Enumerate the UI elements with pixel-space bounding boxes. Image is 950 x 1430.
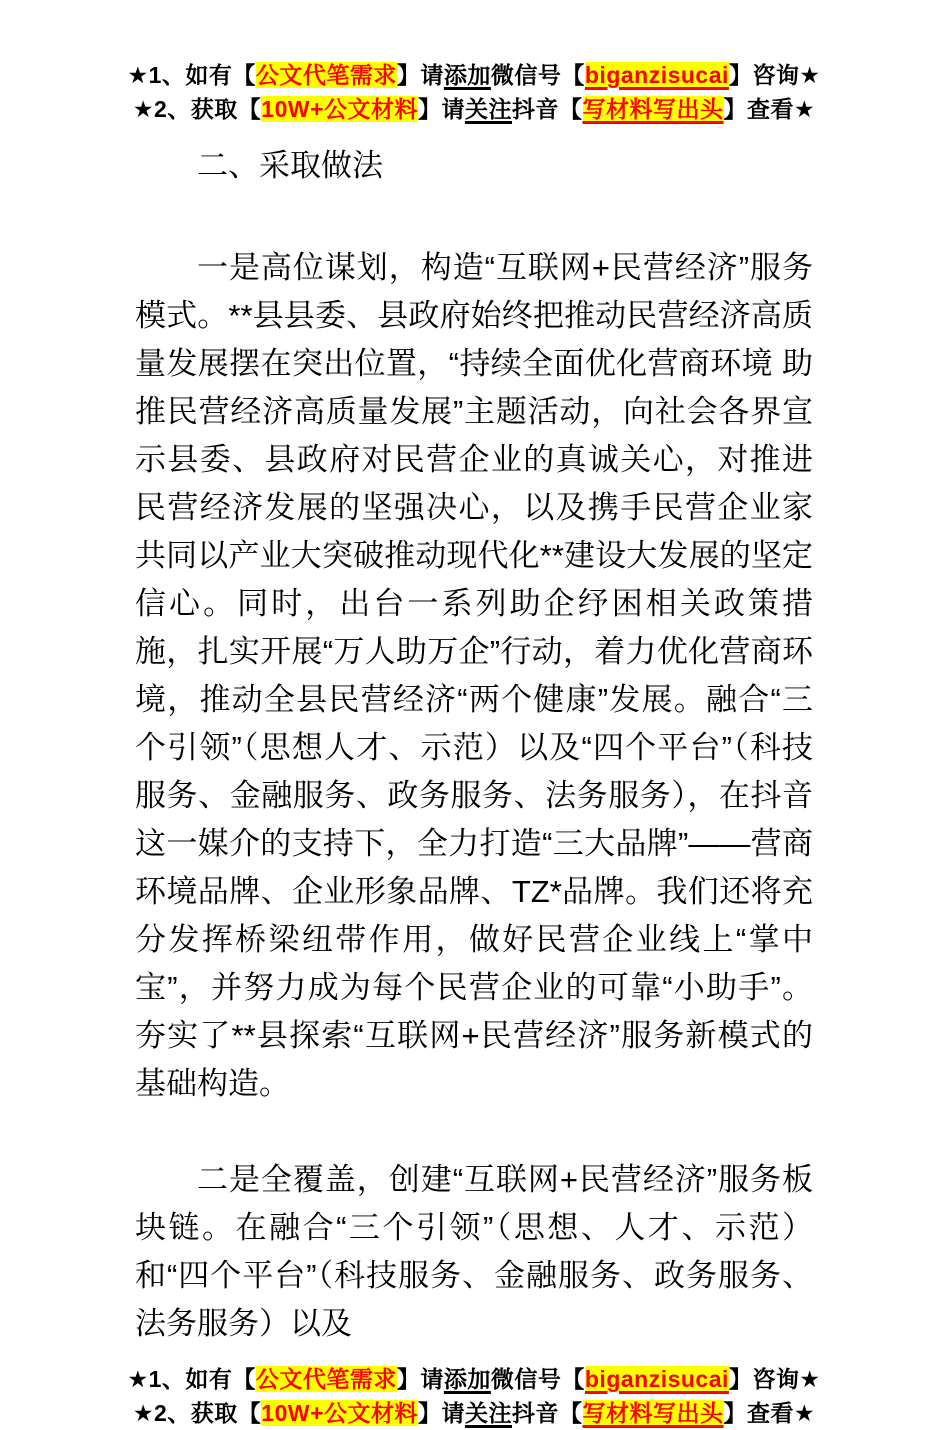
promo-segment-u: 添加: [443, 62, 491, 88]
promo-footer-line-1: [75, 1362, 873, 1396]
promo-header-line-2: [75, 92, 873, 126]
promo-segment-plain: ★2、获取【: [132, 96, 262, 122]
promo-segment-plain: 微信号【: [490, 1366, 585, 1392]
promo-segment-plain: 】查看★: [723, 96, 816, 122]
promo-segment-plain: 】咨询★: [728, 1366, 821, 1392]
promo-segment-plain: 】请: [396, 1366, 444, 1392]
promo-header: [75, 58, 873, 126]
paragraph-1: 一是高位谋划，构造“互联网+民营经济”服务模式。**县县委、县政府始终把推动民营经济高质量发展摆在突出位置，“持续全面优化营商环境 助推民营经济高质量发展”主题活动，向社会各界宣示县委、县政府对民营企业的真诚关心，对推进民营经济发展的坚强决心，以及携手民营企业家共同以产业大突破推动现代化**建设大发展的坚定信心。同时，出台一系列助企纾困相关政策措施，扎实开展“万人助万企”行动，着力优化营商环境，推动全县民营经济“两个健康”发展。融合“三个引领”（思想人才、示范）以及“四个平台”（科技服务、金融服务、政务服务、法务服务），在抖音这一媒介的支持下，全力打造“三大品牌”——营商环境品牌、企业形象品牌、TZ*品牌。我们还将充分发挥桥梁纽带作用，做好民营企业线上“掌中宝”，并努力成为每个民营企业的可靠“小助手”。夯实了**县探索“互联网+民营经济”服务新模式的基础构造。: [135, 250, 813, 1101]
section-title: 二、采取做法: [197, 148, 383, 183]
promo-footer: [75, 1362, 873, 1430]
promo-segment-plain: 抖音【: [512, 1400, 583, 1426]
promo-segment-plain: ★2、获取【: [132, 1400, 262, 1426]
promo-header-line-1: [75, 58, 873, 92]
promo-segment-hl: 10W+公文材料: [261, 96, 419, 122]
promo-segment-u: 关注: [465, 1400, 513, 1426]
promo-segment-plain: 】查看★: [723, 1400, 816, 1426]
promo-segment-hlu: 写材料写出头: [582, 1400, 724, 1426]
promo-segment-hl: 10W+公文材料: [261, 1400, 419, 1426]
promo-segment-plain: ★1、如有【: [127, 1366, 256, 1392]
promo-segment-hl: 公文代笔需求: [255, 62, 397, 88]
promo-segment-hlu: biganzisucai: [584, 1366, 729, 1392]
promo-segment-plain: 】请: [418, 96, 466, 122]
promo-segment-plain: ★1、如有【: [127, 62, 256, 88]
promo-segment-plain: 】请: [396, 62, 444, 88]
promo-segment-plain: 】请: [418, 1400, 466, 1426]
promo-segment-hl: 公文代笔需求: [255, 1366, 397, 1392]
paragraph-2: 二是全覆盖，创建“互联网+民营经济”服务板块链。在融合“三个引领”（思想、人才、示范）和“四个平台”（科技服务、金融服务、政务服务、法务服务）以及: [135, 1162, 813, 1341]
promo-segment-plain: 微信号【: [490, 62, 585, 88]
promo-footer-line-2: [75, 1396, 873, 1430]
promo-segment-plain: 】咨询★: [728, 62, 821, 88]
promo-segment-u: 关注: [465, 96, 513, 122]
promo-segment-hlu: biganzisucai: [584, 62, 729, 88]
promo-segment-u: 添加: [443, 1366, 491, 1392]
promo-segment-hlu: 写材料写出头: [582, 96, 724, 122]
promo-segment-plain: 抖音【: [512, 96, 583, 122]
